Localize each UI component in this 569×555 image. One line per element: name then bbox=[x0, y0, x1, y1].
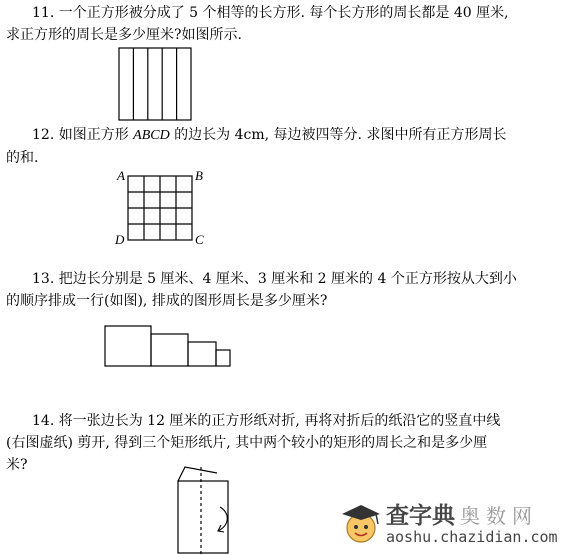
divided-square-figure bbox=[118, 47, 208, 125]
grid-label-d: D bbox=[115, 232, 125, 247]
mascot-logo-icon bbox=[338, 500, 384, 546]
problem-12-line1-pre: 12. 如图正方形 bbox=[32, 127, 134, 143]
problem-13-line1: 13. 把边长分别是 5 厘米、4 厘米、3 厘米和 2 厘米的 4 个正方形按从大到小 bbox=[32, 271, 517, 287]
problem-11-line2: 求正方形的周长是多少厘米?如图所示. bbox=[6, 27, 242, 43]
watermark-url: aoshu.chazidian.com bbox=[386, 528, 558, 546]
folded-paper-figure bbox=[170, 465, 240, 555]
problem-11-line1: 11. 一个正方形被分成了 5 个相等的长方形. 每个长方形的周长都是 40 厘米, bbox=[32, 5, 509, 21]
problem-12-line1-post: 的边长为 4cm, 每边被四等分. 求图中所有正方形周长 bbox=[169, 127, 507, 143]
grid-label-a: A bbox=[117, 168, 125, 183]
problem-12 bbox=[6, 124, 562, 169]
problem-13 bbox=[6, 268, 562, 312]
problem-14-line2: (右图虚纸) 剪开, 得到三个矩形纸片, 其中两个较小的矩形的周长之和是多少厘 bbox=[6, 435, 488, 451]
watermark-sub: 奥数网 bbox=[460, 504, 538, 528]
watermark-brand: 查字典 bbox=[386, 503, 455, 529]
problem-12-line2: 的和. bbox=[6, 150, 39, 166]
grid-square-figure bbox=[127, 175, 197, 245]
problem-13-line2: 的顺序排成一行(如图), 排成的图形周长是多少厘米? bbox=[6, 293, 328, 309]
problem-12-abcd: ABCD bbox=[133, 128, 170, 143]
problem-14-line1: 14. 将一张边长为 12 厘米的正方形纸对折, 再将对折后的纸沿它的竖直中线 bbox=[32, 413, 501, 429]
row-of-squares-figure bbox=[104, 325, 239, 370]
problem-14 bbox=[6, 410, 562, 476]
grid-label-b: B bbox=[195, 168, 203, 183]
problem-11 bbox=[6, 2, 562, 46]
problem-14-line3: 米? bbox=[6, 457, 28, 473]
grid-label-c: C bbox=[195, 232, 204, 247]
